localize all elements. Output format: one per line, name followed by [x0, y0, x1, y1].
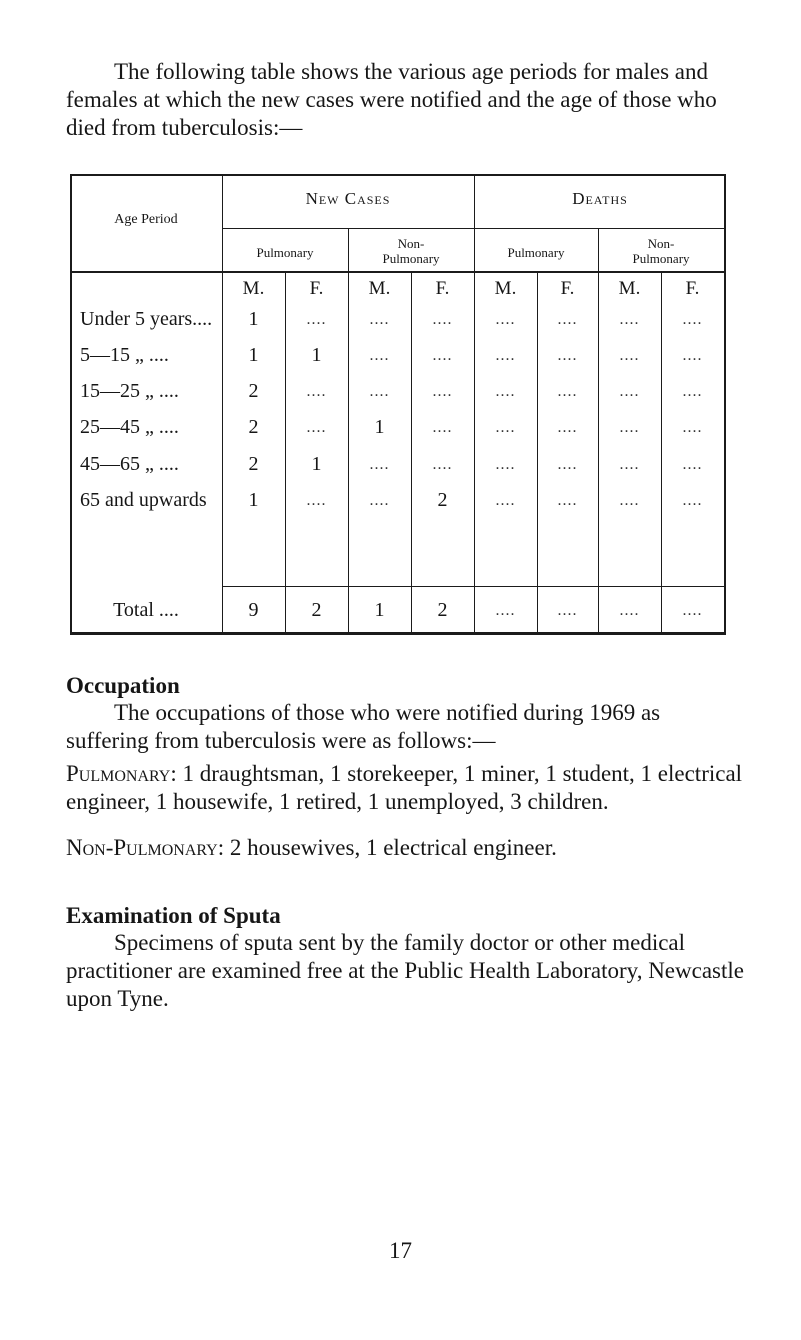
table-cell: .... — [619, 456, 640, 473]
non-pulmonary-occupations — [66, 834, 746, 862]
table-cell: 1 — [248, 489, 259, 511]
table-cell: .... — [682, 456, 703, 473]
age-period-header: Age Period — [114, 212, 178, 227]
table-cell: .... — [369, 347, 390, 364]
sputa-paragraph: Specimens of sputa sent by the family doctor or other medical practitioner are examined free at the Public Health Laboratory, Newcastle upon Tyne. — [66, 930, 744, 1011]
table-cell: .... — [495, 492, 516, 509]
table-cell: 9 — [248, 599, 259, 621]
table-cell: .... — [557, 347, 578, 364]
row-label: 25—45 „ .... — [80, 416, 179, 438]
sex-header: M. — [242, 278, 265, 299]
table-border-top — [70, 174, 726, 176]
occupation-heading: Occupation — [66, 673, 180, 698]
col-divider-2 — [474, 174, 475, 635]
table-cell: 1 — [248, 344, 259, 366]
non-pulmonary-label: Non-Pulmonary: — [66, 835, 225, 860]
tuberculosis-age-table — [70, 174, 726, 634]
page-number: 17 — [389, 1238, 412, 1263]
sex-header: F. — [560, 278, 575, 299]
table-cell: 2 — [311, 599, 322, 621]
row-label: 65 and upwards — [80, 489, 207, 511]
table-cell: .... — [682, 492, 703, 509]
table-cell: 2 — [437, 599, 448, 621]
table-border-left — [70, 174, 72, 635]
sex-header: F. — [435, 278, 450, 299]
table-cell: .... — [557, 311, 578, 328]
new-non-pulmonary-header: Non- Pulmonary — [382, 236, 440, 266]
col-divider-1 — [222, 174, 223, 635]
row-label: 5—15 „ .... — [80, 344, 169, 366]
table-cell: .... — [495, 456, 516, 473]
row-label: 15—25 „ .... — [80, 380, 179, 402]
table-cell: .... — [369, 383, 390, 400]
table-cell: 2 — [248, 416, 259, 438]
table-cell: .... — [682, 311, 703, 328]
table-cell: 1 — [311, 344, 322, 366]
table-cell: .... — [495, 347, 516, 364]
table-cell: .... — [619, 347, 640, 364]
deaths-header: Deaths — [572, 189, 628, 208]
row-label: Under 5 years.... — [80, 308, 213, 330]
table-cell: .... — [432, 383, 453, 400]
table-cell: .... — [306, 383, 327, 400]
new-pulmonary-header: Pulmonary — [256, 245, 314, 260]
table-cell: .... — [619, 419, 640, 436]
sputa-heading: Examination of Sputa — [66, 903, 281, 928]
table-cell: .... — [682, 383, 703, 400]
table-cell: .... — [306, 492, 327, 509]
table-cell: .... — [619, 492, 640, 509]
header-bottom-rule — [70, 271, 726, 273]
sex-header: F. — [685, 278, 700, 299]
death-pulmonary-header: Pulmonary — [507, 245, 565, 260]
table-cell: .... — [557, 602, 578, 619]
table-cell: .... — [432, 419, 453, 436]
table-cell: .... — [432, 347, 453, 364]
table-cell: 2 — [248, 453, 259, 475]
table-cell: .... — [369, 311, 390, 328]
intro-paragraph: The following table shows the various age periods for males and females at which the new cases were notified and the age of those who died from tuberculosis:— — [66, 59, 717, 140]
table-cell: .... — [557, 492, 578, 509]
table-cell: .... — [495, 383, 516, 400]
table-cell: .... — [682, 602, 703, 619]
table-cell: .... — [495, 602, 516, 619]
table-cell: .... — [682, 347, 703, 364]
pulmonary-occupations — [66, 760, 746, 816]
table-cell: .... — [432, 456, 453, 473]
table-cell: .... — [557, 383, 578, 400]
table-cell: .... — [369, 456, 390, 473]
table-cell: 2 — [248, 380, 259, 402]
table-border-bottom — [70, 632, 726, 635]
table-cell: .... — [432, 311, 453, 328]
sex-header: F. — [309, 278, 324, 299]
sex-header: M. — [618, 278, 641, 299]
table-cell: 1 — [374, 599, 385, 621]
table-cell: .... — [619, 602, 640, 619]
pulmonary-label: Pulmonary: — [66, 761, 177, 786]
table-cell: 1 — [311, 453, 322, 475]
table-cell: .... — [557, 456, 578, 473]
table-cell: .... — [619, 311, 640, 328]
row-label: Total .... — [113, 599, 179, 621]
table-cell: 1 — [248, 308, 259, 330]
sex-header: M. — [368, 278, 391, 299]
table-border-right — [724, 174, 726, 635]
table-cell: .... — [495, 419, 516, 436]
non-pulmonary-list: 2 housewives, 1 electrical engineer. — [224, 835, 557, 860]
table-cell: .... — [619, 383, 640, 400]
row-label: 45—65 „ .... — [80, 453, 179, 475]
sex-header: M. — [494, 278, 517, 299]
occupation-intro: The occupations of those who were notified during 1969 as suffering from tuberculosis were as follows:— — [66, 700, 661, 753]
table-cell: .... — [682, 419, 703, 436]
table-cell: .... — [306, 311, 327, 328]
table-cell: .... — [369, 492, 390, 509]
death-non-pulmonary-header: Non- Pulmonary — [632, 236, 690, 266]
pulmonary-list: 1 draughtsman, 1 storekeeper, 1 miner, 1 student, 1 electrical engineer, 1 housewife, 1 retired, 1 unemployed, 3 children. — [66, 761, 743, 814]
table-cell: .... — [306, 419, 327, 436]
table-cell: 2 — [437, 489, 448, 511]
table-cell: .... — [557, 419, 578, 436]
new-cases-header: New Cases — [305, 189, 391, 208]
table-cell: 1 — [374, 416, 385, 438]
table-cell: .... — [495, 311, 516, 328]
